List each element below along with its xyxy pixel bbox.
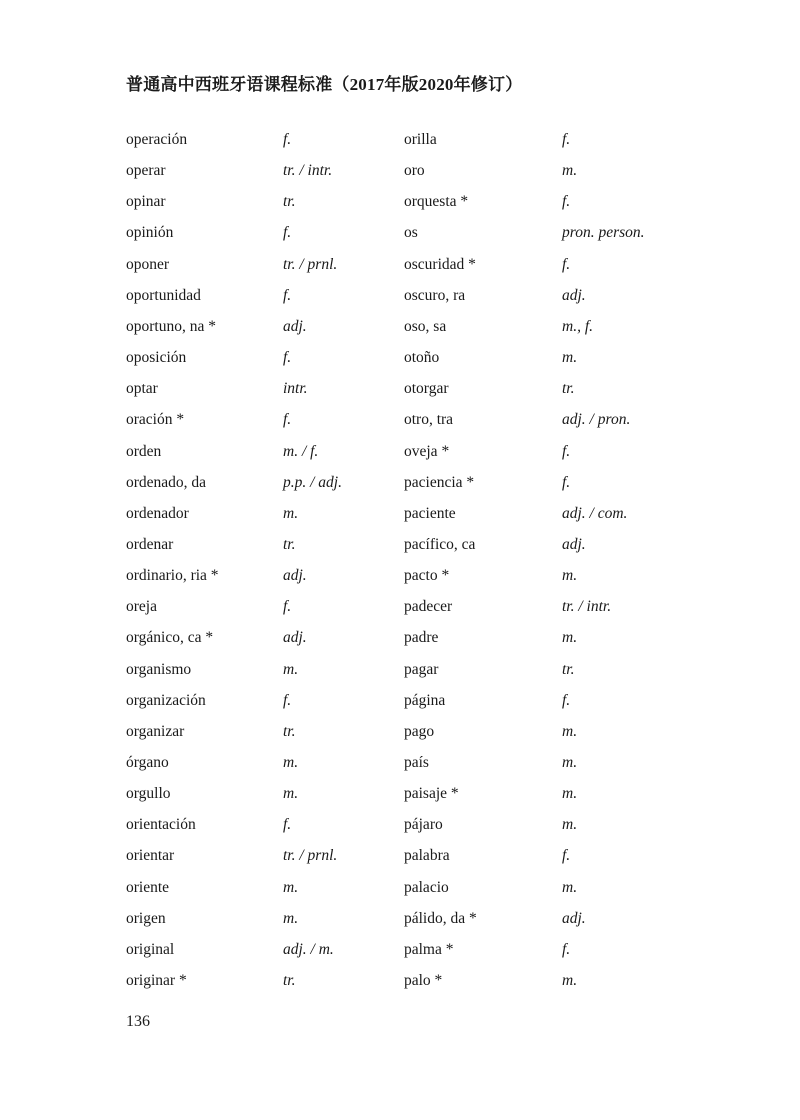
vocab-word: otorgar [404, 380, 449, 398]
vocab-part-of-speech: m. / f. [283, 442, 319, 460]
vocab-part-of-speech: f. [283, 691, 292, 709]
vocab-word: oriente [126, 878, 170, 896]
vocab-part-of-speech: adj. / m. [283, 940, 334, 958]
vocab-part-of-speech: adj. / pron. [562, 411, 631, 429]
vocab-part-of-speech: f. [562, 255, 571, 273]
vocab-part-of-speech: f. [562, 473, 571, 491]
vocab-part-of-speech: m. [283, 785, 299, 803]
vocab-part-of-speech: f. [283, 131, 292, 148]
vocab-word: orquesta * [404, 193, 469, 211]
vocab-part-of-speech: m. [283, 504, 299, 522]
vocab-word: oso, sa [404, 317, 447, 335]
vocab-part-of-speech: adj. [562, 909, 586, 927]
vocab-word: os [404, 224, 418, 242]
vocab-part-of-speech: pron. person. [562, 224, 645, 242]
vocab-word: orgullo [126, 785, 171, 803]
vocab-word: oportunidad [126, 286, 201, 304]
vocab-part-of-speech: m. [283, 878, 299, 896]
vocab-word: pacífico, ca [404, 535, 476, 553]
vocab-word: oscuro, ra [404, 286, 466, 304]
vocab-word: paciente [404, 504, 456, 522]
vocab-part-of-speech: f. [562, 442, 571, 460]
vocab-word: pacto * [404, 567, 450, 585]
vocab-part-of-speech: tr. / intr. [562, 598, 612, 616]
vocab-part-of-speech: f. [562, 847, 571, 865]
vocab-word: origen [126, 909, 166, 927]
vocab-word: original [126, 940, 175, 958]
vocab-word: orilla [404, 131, 437, 148]
vocab-word: orientación [126, 816, 196, 834]
page-number: 136 [126, 1013, 150, 1030]
vocab-part-of-speech: tr. [283, 972, 296, 990]
vocab-part-of-speech: f. [562, 193, 571, 211]
vocab-word: ordenado, da [126, 473, 207, 491]
vocab-part-of-speech: f. [562, 131, 571, 148]
vocab-part-of-speech: intr. [283, 380, 308, 398]
vocab-word: pálido, da * [404, 909, 477, 927]
vocab-word: ordinario, ria * [126, 567, 219, 585]
vocab-word: oreja [126, 598, 157, 616]
vocab-word: orden [126, 442, 162, 460]
vocab-word: organización [126, 691, 206, 709]
vocab-word: opinar [126, 193, 166, 211]
vocab-part-of-speech: m. [562, 878, 578, 896]
vocab-word: país [404, 754, 429, 771]
vocab-part-of-speech: m. [283, 754, 299, 771]
vocab-word: organizar [126, 722, 185, 740]
vocab-part-of-speech: f. [283, 411, 292, 429]
vocab-word: oveja * [404, 442, 450, 460]
vocab-part-of-speech: tr. [283, 722, 296, 740]
vocab-part-of-speech: f. [283, 286, 292, 304]
vocab-part-of-speech: m. [283, 660, 299, 678]
vocab-part-of-speech: f. [283, 349, 292, 367]
vocab-part-of-speech: m. [562, 722, 578, 740]
vocab-part-of-speech: m. [562, 816, 578, 834]
vocab-word: palabra [404, 847, 450, 865]
vocab-part-of-speech: m. [562, 567, 578, 585]
vocab-word: oscuridad * [404, 255, 476, 273]
vocab-part-of-speech: adj. [283, 629, 307, 647]
vocab-word: orgánico, ca * [126, 629, 214, 647]
vocab-part-of-speech: m. [562, 785, 578, 803]
vocab-part-of-speech: adj. / com. [562, 504, 628, 522]
vocab-word: pago [404, 722, 435, 740]
vocab-word: pájaro [404, 816, 443, 834]
vocab-part-of-speech: adj. [562, 286, 586, 304]
vocab-part-of-speech: tr. / intr. [283, 162, 333, 180]
vocab-part-of-speech: f. [562, 940, 571, 958]
vocab-word: paisaje * [404, 785, 459, 803]
vocab-part-of-speech: tr. [562, 380, 575, 398]
vocab-word: palma * [404, 940, 454, 958]
vocab-part-of-speech: adj. [562, 535, 586, 553]
vocab-part-of-speech: adj. [283, 317, 307, 335]
vocab-word: ordenador [126, 504, 189, 522]
vocab-word: originar * [126, 972, 187, 990]
vocab-part-of-speech: f. [562, 691, 571, 709]
vocab-part-of-speech: m. [562, 754, 578, 771]
vocab-part-of-speech: f. [283, 224, 292, 242]
vocab-word: padecer [404, 598, 453, 616]
vocab-word: otro, tra [404, 411, 454, 429]
page-header-title: 普通高中西班牙语课程标准（2017年版2020年修订） [126, 75, 523, 94]
vocab-word: otoño [404, 349, 440, 367]
vocab-part-of-speech: tr. [562, 660, 575, 678]
vocab-word: optar [126, 380, 158, 398]
vocab-word: página [404, 691, 446, 709]
vocab-word: opinión [126, 224, 174, 242]
vocab-word: oro [404, 162, 425, 180]
vocab-word: palacio [404, 878, 449, 896]
vocab-word: oponer [126, 255, 170, 273]
vocab-word: paciencia * [404, 473, 475, 491]
vocab-part-of-speech: m. [562, 972, 578, 990]
vocab-word: órgano [126, 754, 169, 771]
vocab-part-of-speech: m. [283, 909, 299, 927]
vocab-part-of-speech: m. [562, 349, 578, 367]
vocab-part-of-speech: adj. [283, 567, 307, 585]
vocab-word: operar [126, 162, 166, 180]
vocab-part-of-speech: p.p. / adj. [283, 473, 342, 491]
vocab-part-of-speech: m. [562, 162, 578, 180]
vocab-part-of-speech: tr. [283, 193, 296, 211]
vocab-word: operación [126, 131, 188, 148]
vocab-word: ordenar [126, 535, 174, 553]
vocab-word: oportuno, na * [126, 317, 216, 335]
vocab-part-of-speech: f. [283, 598, 292, 616]
vocab-word: oposición [126, 349, 187, 367]
vocab-word: orientar [126, 847, 175, 865]
vocab-word: pagar [404, 660, 439, 678]
vocab-part-of-speech: m. [562, 629, 578, 647]
vocab-word: organismo [126, 660, 192, 678]
vocab-word: palo * [404, 972, 443, 990]
vocab-part-of-speech: f. [283, 816, 292, 834]
vocab-part-of-speech: tr. / prnl. [283, 255, 338, 273]
vocab-word: padre [404, 629, 439, 647]
vocab-part-of-speech: tr. [283, 535, 296, 553]
vocab-part-of-speech: tr. / prnl. [283, 847, 338, 865]
vocab-word: oración * [126, 411, 185, 429]
vocab-part-of-speech: m., f. [562, 317, 593, 335]
